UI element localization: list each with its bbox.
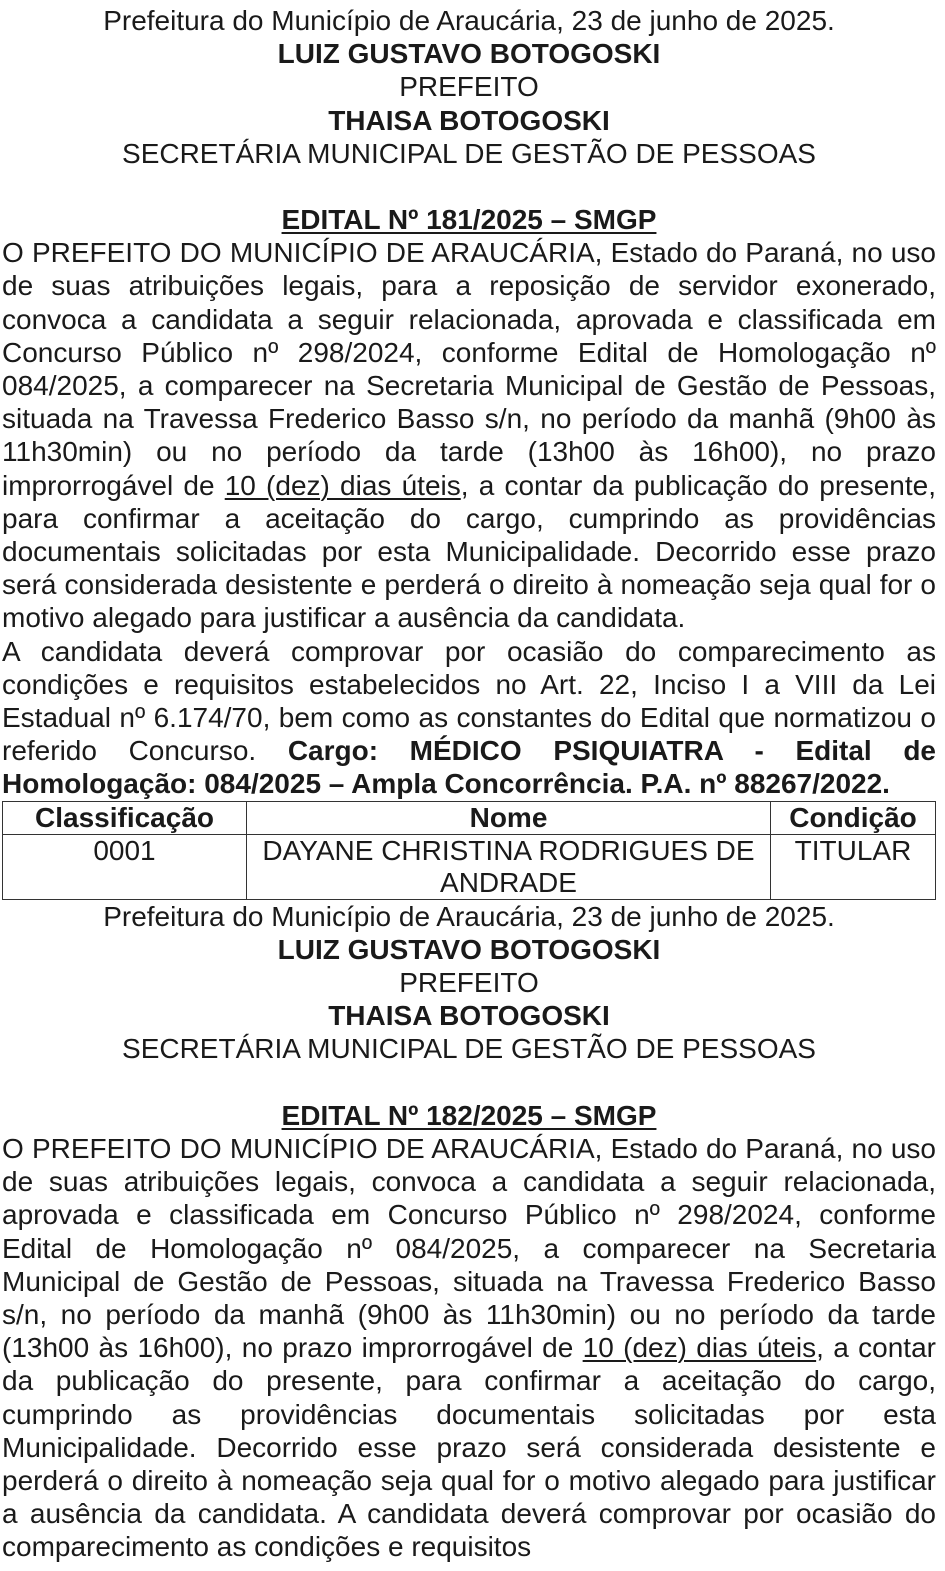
- cargo-text: Cargo: MÉDICO PSIQUIATRA - Edital de Homologação: 084/2025 – Ampla Concorrência. P.A. nº 88267/2022.: [2, 735, 937, 800]
- mayor-name: LUIZ GUSTAVO BOTOGOSKI: [277, 933, 661, 965]
- deadline-text: 10 (dez) dias úteis: [582, 1332, 817, 1364]
- table-header-row: [3, 801, 936, 834]
- paragraph-text: O PREFEITO DO MUNICÍPIO DE ARAUCÁRIA, Estado do Paraná, no uso de suas atribuições legais, para a reposição de servidor exonerado, convoca a candidata a seguir relacionada, aprovada e classificada em Concurso Público nº 298/2024, conforme Edital de Homologação nº 084/2025, a comparecer na Secretaria Municipal de Gestão de Pessoas, situada na Travessa Frederico Basso s/n, no período da manhã (9h00 às 11h30min) ou no período da tarde (13h00 às 16h00), no prazo improrrogável de: [2, 237, 936, 501]
- cell-classificacao: 0001: [3, 834, 247, 899]
- edital-182: [2, 1099, 936, 1564]
- edital-181: [2, 203, 936, 900]
- spacer: [2, 1066, 936, 1099]
- secretary-title: SECRETÁRIA MUNICIPAL DE GESTÃO DE PESSOAS: [122, 1033, 816, 1065]
- document-page: [2, 4, 936, 1564]
- place-date: Prefeitura do Município de Araucária, 23 de junho de 2025.: [103, 900, 835, 932]
- paragraph-text: , a contar da publicação do presente, para confirmar a aceitação do cargo, cumprindo as providências documentais solicitadas por esta Municipalidade. Decorrido esse prazo será considerada desistente e perderá o direito à nomeação seja qual for o motivo alegado para justificar a ausência da candidata.: [2, 469, 936, 634]
- edital-title: EDITAL Nº 181/2025 – SMGP: [281, 204, 657, 236]
- secretary-title: SECRETÁRIA MUNICIPAL DE GESTÃO DE PESSOAS: [122, 137, 816, 169]
- header-classificacao: Classificação: [3, 801, 247, 834]
- edital-paragraph: [2, 236, 936, 634]
- paragraph-text: , a contar da publicação do presente, para confirmar a aceitação do cargo, cumprindo as providências documentais solicitadas por esta Municipalidade. Decorrido esse prazo será considerada desistente e perderá o direito à nomeação seja qual for o motivo alegado para justificar a ausência da candidata. A candidata deverá comprovar por ocasião do comparecimento as condições e requisitos: [2, 1332, 936, 1563]
- secretary-name: THAISA BOTOGOSKI: [328, 104, 610, 136]
- place-date: Prefeitura do Município de Araucária, 23 de junho de 2025.: [103, 5, 835, 36]
- edital-paragraph: [2, 635, 936, 801]
- header-nome: Nome: [247, 801, 771, 834]
- edital-paragraph: [2, 1132, 936, 1564]
- mayor-name: LUIZ GUSTAVO BOTOGOSKI: [277, 38, 661, 70]
- mayor-title: PREFEITO: [399, 967, 539, 999]
- paragraph-text: O PREFEITO DO MUNICÍPIO DE ARAUCÁRIA, Estado do Paraná, no uso de suas atribuições legais, convoca a candidata a seguir relacionada, aprovada e classificada em Concurso Público nº 298/2024, conforme Edital de Homologação nº 084/2025, a comparecer na Secretaria Municipal de Gestão de Pessoas, situada na Travessa Frederico Basso s/n, no período da manhã (9h00 às 11h30min) ou no período da tarde (13h00 às 16h00), no prazo improrrogável de: [2, 1132, 936, 1364]
- edital-title: EDITAL Nº 182/2025 – SMGP: [281, 1099, 657, 1131]
- cell-nome: DAYANE CHRISTINA RODRIGUES DE ANDRADE: [247, 834, 771, 899]
- spacer: [2, 170, 936, 203]
- signature-block-1: [2, 4, 936, 170]
- secretary-name: THAISA BOTOGOSKI: [328, 1000, 610, 1032]
- signature-block-2: [2, 900, 936, 1066]
- header-condicao: Condição: [771, 801, 936, 834]
- table-row: [3, 834, 936, 899]
- mayor-title: PREFEITO: [399, 71, 539, 103]
- classification-table: [2, 801, 936, 900]
- deadline-text: 10 (dez) dias úteis: [224, 469, 461, 501]
- cell-condicao: TITULAR: [771, 834, 936, 899]
- paragraph-text: A candidata deverá comprovar por ocasião do comparecimento as condições e requisitos estabelecidos no Art. 22, Inciso I a VIII da Lei Estadual nº 6.174/70, bem como as constantes do Edital que normatizou o referido Concurso.: [2, 635, 936, 767]
